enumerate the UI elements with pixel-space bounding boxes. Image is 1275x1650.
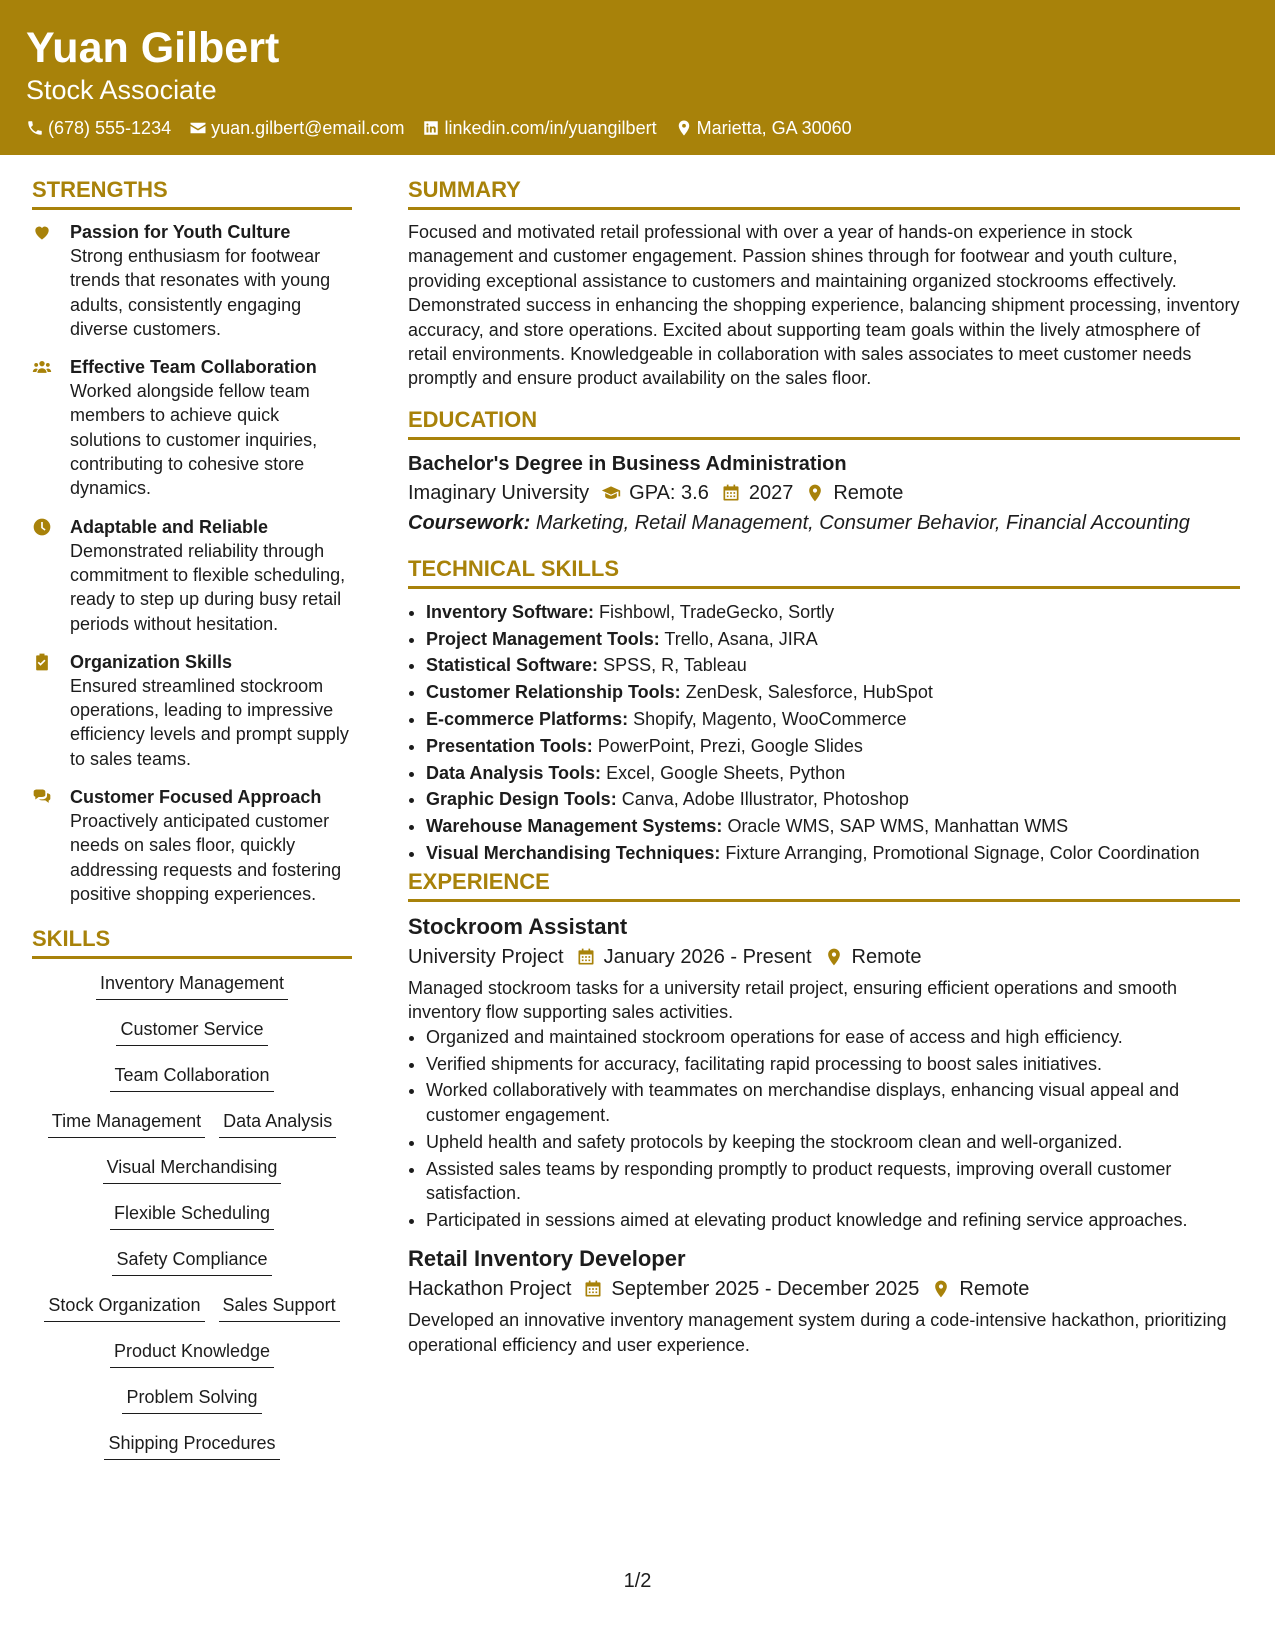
school-name: Imaginary University (408, 481, 590, 504)
gpa-text: GPA: 3.6 (629, 481, 709, 504)
job-location-item (824, 942, 922, 972)
job-bullet: • Worked collaboratively with teammates on merchandise displays, enhancing visual appeal and customer engagement. (426, 1078, 1240, 1127)
map-marker-icon (675, 119, 693, 137)
page-number: 1/2 (623, 1570, 652, 1592)
candidate-name: Yuan Gilbert (26, 24, 280, 72)
experience-heading: EXPERIENCE (408, 867, 1240, 902)
job-title: Retail Inventory Developer (408, 1246, 686, 1272)
clock-icon (32, 517, 52, 537)
strength-title: Adaptable and Reliable (70, 516, 269, 537)
job-dates: September 2025 - December 2025 (611, 1278, 920, 1301)
coursework-label: Coursework: (408, 511, 531, 534)
tech-skill-value: Fixture Arranging, Promotional Signage, Color Coordination (725, 843, 1200, 864)
strength-item (32, 220, 352, 341)
skill-tag: Safety Compliance (112, 1245, 271, 1276)
calendar-icon (583, 1279, 603, 1299)
strengths-heading: STRENGTHS (32, 175, 352, 210)
technical-skills-list (408, 599, 1240, 867)
strength-title: Customer Focused Approach (70, 787, 322, 808)
map-marker-icon (824, 947, 844, 967)
resume-header (0, 0, 1275, 155)
strength-item (32, 785, 352, 906)
tech-skill-value: Excel, Google Sheets, Python (606, 762, 846, 783)
candidate-title: Stock Associate (26, 75, 217, 105)
map-marker-icon (805, 483, 825, 503)
strength-item (32, 515, 352, 636)
skill-tag: Data Analysis (219, 1107, 336, 1138)
year-text: 2027 (748, 481, 794, 504)
contact-linkedin[interactable] (422, 116, 656, 140)
gpa-item (601, 478, 709, 508)
education-heading: EDUCATION (408, 405, 1240, 440)
map-marker-icon (931, 1279, 951, 1299)
tech-skill-value: ZenDesk, Salesforce, HubSpot (685, 682, 933, 703)
strength-desc: Proactively anticipated customer needs on sales floor, quickly addressing requests and fostering positive shopping experiences. (70, 811, 342, 904)
linkedin-icon (422, 119, 440, 137)
job-title: Stockroom Assistant (408, 913, 628, 939)
job-description: Managed stockroom tasks for a university retail project, ensuring efficient operations and smooth inventory flow supporting sales activities. (408, 977, 1178, 1023)
strengths-list (32, 220, 352, 906)
job-bullet: • Organized and maintained stockroom operations for ease of access and high efficiency. (426, 1025, 1240, 1049)
tech-skill-value: SPSS, R, Tableau (603, 655, 747, 676)
job-location: Remote (959, 1278, 1030, 1301)
tech-skill-value: Shopify, Magento, WooCommerce (633, 709, 907, 730)
year-item (721, 478, 794, 508)
tech-skill-item (426, 652, 1240, 679)
strength-title: Organization Skills (70, 651, 233, 672)
job-bullet: • Verified shipments for accuracy, facilitating rapid processing to boost sales initiatives. (426, 1052, 1240, 1076)
calendar-icon (576, 947, 596, 967)
technical-skills-heading: TECHNICAL SKILLS (408, 554, 1240, 589)
right-column (408, 175, 1240, 1369)
job-bullet: • Upheld health and safety protocols by keeping the stockroom clean and well-organized. (426, 1130, 1240, 1154)
contact-location (675, 116, 852, 140)
strength-desc: Ensured streamlined stockroom operations, leading to impressive efficiency levels and prompt supply to sales teams. (70, 675, 349, 769)
skill-tag: Sales Support (219, 1291, 340, 1322)
skill-tag: Product Knowledge (110, 1337, 274, 1368)
job-description: Developed an innovative inventory management system during a code-intensive hackathon, prioritizing operational efficiency and user experience. (408, 1310, 1227, 1355)
strength-item (32, 650, 352, 771)
skill-tag: Time Management (48, 1107, 205, 1138)
degree-title: Bachelor's Degree in Business Administration (408, 452, 847, 475)
job-meta (408, 942, 1240, 972)
strength-desc: Strong enthusiasm for footwear trends that resonates with young adults, consistently engaging diverse customers. (70, 246, 331, 339)
clipboard-check-icon (32, 652, 52, 672)
tech-skill-item (426, 760, 1240, 787)
skills-heading: SKILLS (32, 924, 352, 959)
skill-tag: Team Collaboration (110, 1061, 273, 1092)
job-dates: January 2026 - Present (603, 945, 812, 968)
email-link[interactable]: yuan.gilbert@email.com (211, 118, 405, 138)
heart-icon (32, 222, 52, 242)
linkedin-link[interactable]: linkedin.com/in/yuangilbert (444, 118, 657, 138)
tech-skill-label: Inventory Software: (426, 601, 595, 622)
skill-tag: Visual Merchandising (103, 1153, 282, 1184)
phone-icon (26, 119, 44, 137)
strength-title: Effective Team Collaboration (70, 357, 317, 378)
contact-phone (26, 116, 171, 140)
summary-text: Focused and motivated retail professional with over a year of hands-on experience in stock management and customer engagement. Passion shines through for footwear and youth culture, providing exceptional assistance to customers and maintaining organized stockrooms effectively. Demonstrated success in enhancing the shopping experience, balancing shipment processing, inventory accuracy, and store operations. Excited about supporting team goals within the lively atmosphere of retail environments. Knowledgeable in collaboration with sales associates to meet customer needs promptly and ensure product availability on the sales floor. (408, 222, 1240, 389)
job-entry (408, 1244, 1240, 1357)
tech-skill-value: PowerPoint, Prezi, Google Slides (597, 735, 863, 756)
skill-tag: Customer Service (116, 1015, 267, 1046)
tech-skill-label: E-commerce Platforms: (426, 709, 629, 730)
job-org: Hackathon Project (408, 1278, 572, 1301)
tech-skill-label: Warehouse Management Systems: (426, 816, 723, 837)
skill-tag: Shipping Procedures (104, 1429, 279, 1460)
calendar-icon (721, 483, 741, 503)
job-bullet: • Participated in sessions aimed at elevating product knowledge and refining service approaches. (426, 1208, 1240, 1232)
graduation-cap-icon (601, 483, 621, 503)
strength-title: Passion for Youth Culture (70, 222, 291, 242)
tech-skill-value: Trello, Asana, JIRA (664, 628, 818, 649)
tech-skill-item (426, 599, 1240, 626)
skill-tag: Inventory Management (96, 969, 288, 1000)
comments-icon (32, 787, 52, 807)
job-location: Remote (851, 945, 922, 968)
tech-skill-label: Statistical Software: (426, 655, 599, 676)
tech-skill-label: Data Analysis Tools: (426, 762, 602, 783)
coursework (408, 508, 1240, 538)
skill-tag: Problem Solving (122, 1383, 261, 1414)
job-bullets (408, 1025, 1240, 1233)
edu-location-text: Remote (833, 481, 904, 504)
tech-skill-label: Graphic Design Tools: (426, 789, 617, 810)
job-entry (408, 912, 1240, 1233)
envelope-icon (189, 119, 207, 137)
tech-skill-label: Presentation Tools: (426, 735, 593, 756)
tech-skill-item (426, 679, 1240, 706)
strength-desc: Demonstrated reliability through commitment to flexible scheduling, ready to step up during busy retail periods without hesitation. (70, 540, 346, 634)
edu-location-item (805, 478, 903, 508)
skill-tag: Flexible Scheduling (110, 1199, 274, 1230)
tech-skill-item (426, 840, 1240, 867)
tech-skill-label: Customer Relationship Tools: (426, 682, 681, 703)
coursework-text: Marketing, Retail Management, Consumer Behavior, Financial Accounting (535, 511, 1190, 534)
tech-skill-label: Project Management Tools: (426, 628, 660, 649)
contact-email[interactable] (189, 116, 404, 140)
strength-desc: Worked alongside fellow team members to achieve quick solutions to customer inquiries, contributing to cohesive store dynamics. (70, 381, 318, 499)
tech-skill-item (426, 733, 1240, 760)
skill-tag: Stock Organization (44, 1291, 204, 1322)
job-org: University Project (408, 945, 564, 968)
summary-heading: SUMMARY (408, 175, 1240, 210)
job-bullet: • Assisted sales teams by responding promptly to product requests, improving overall customer satisfaction. (426, 1157, 1240, 1206)
phone-text: (678) 555-1234 (48, 118, 172, 138)
tech-skill-value: Fishbowl, TradeGecko, Sortly (599, 601, 835, 622)
tech-skill-label: Visual Merchandising Techniques: (426, 843, 721, 864)
location-text: Marietta, GA 30060 (696, 118, 852, 138)
job-meta (408, 1274, 1240, 1304)
job-location-item (931, 1274, 1029, 1304)
tech-skill-value: Canva, Adobe Illustrator, Photoshop (621, 789, 909, 810)
users-icon (32, 357, 52, 377)
strength-item (32, 355, 352, 500)
skills-list (32, 969, 352, 1475)
tech-skill-value: Oracle WMS, SAP WMS, Manhattan WMS (727, 816, 1069, 837)
left-column (32, 175, 352, 1475)
job-dates-item (583, 1274, 919, 1304)
job-dates-item (576, 942, 812, 972)
education-meta (408, 478, 1240, 508)
tech-skill-item (426, 786, 1240, 813)
tech-skill-item (426, 813, 1240, 840)
tech-skill-item (426, 626, 1240, 653)
tech-skill-item (426, 706, 1240, 733)
contact-row (26, 116, 852, 140)
